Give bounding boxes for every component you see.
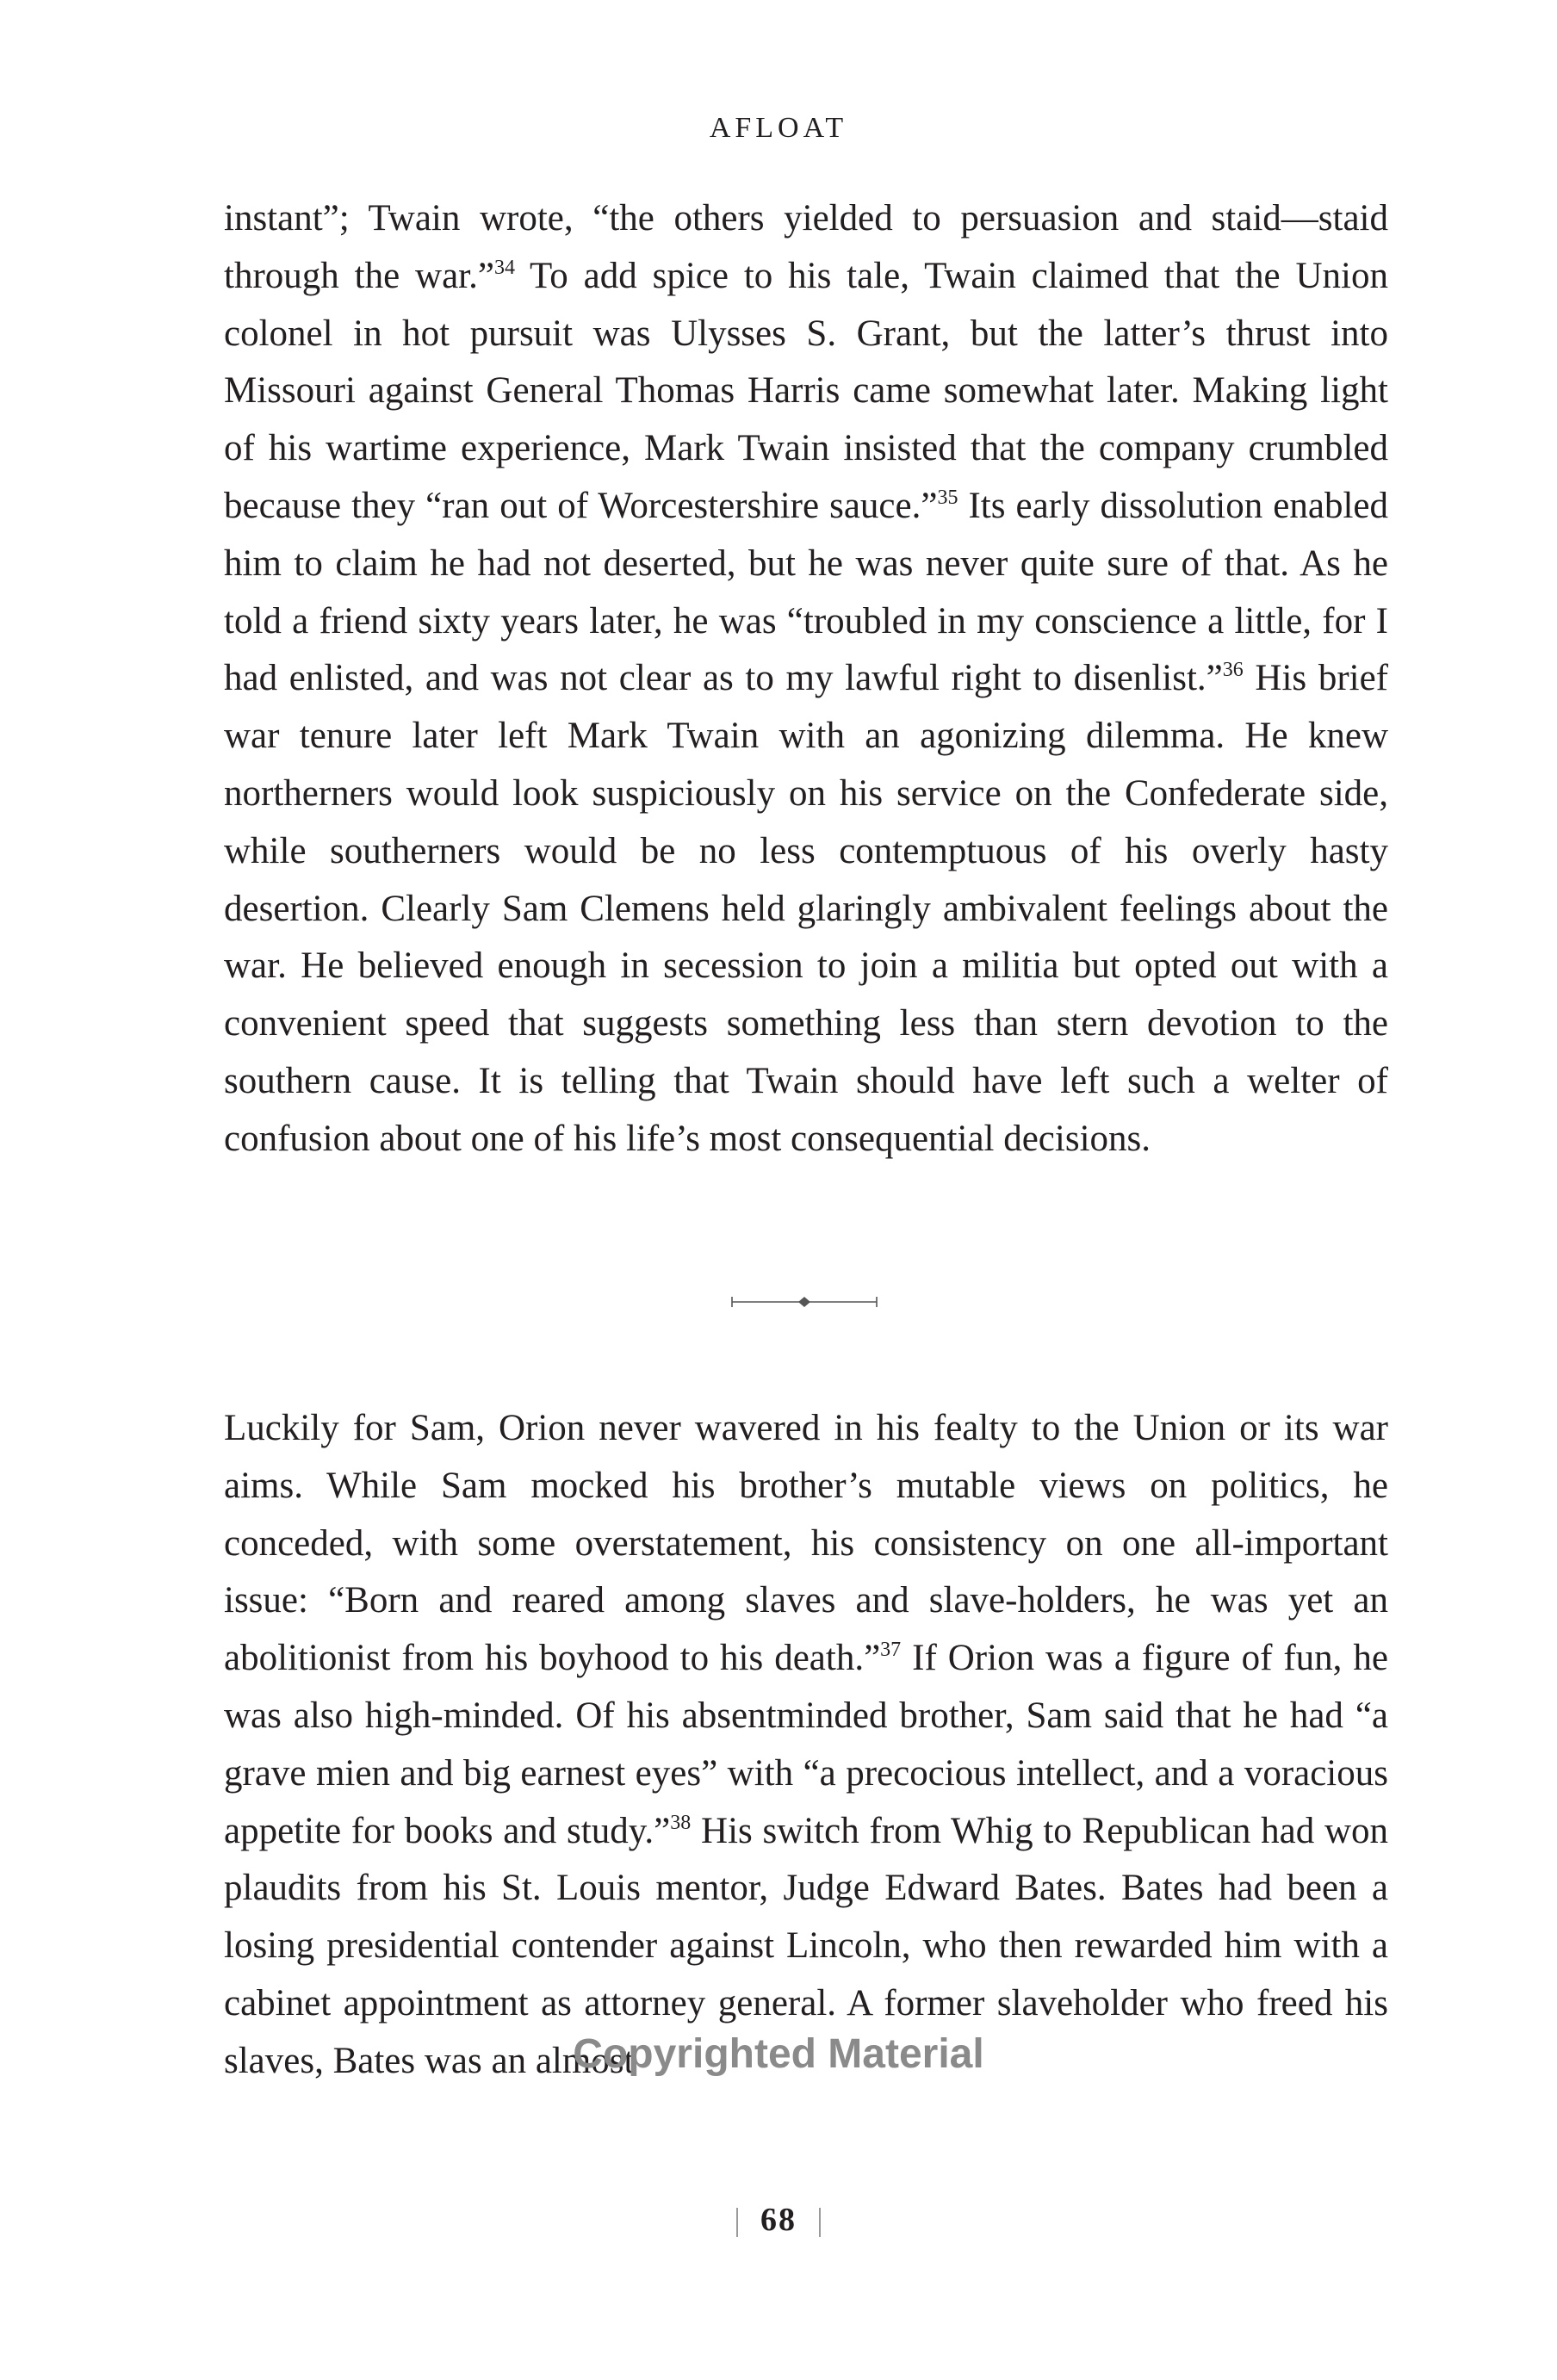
footnote-ref: 37 (880, 1639, 902, 1662)
paragraph (224, 190, 1388, 1168)
paragraph (224, 1400, 1388, 2091)
footnote-ref: 35 (937, 486, 958, 509)
paragraph-text: To add spice to his tale, Twain claimed that the Union colonel in hot pursuit was Ulysses S. Grant, but the latter’s thrust into Missouri against General Thomas Harris came somewhat later. Making light of his wartime experience, Mark Twain insisted that the company crumbled because they “ran out of Worcestershire sauce.” (224, 255, 1388, 526)
footnote-ref: 34 (493, 256, 515, 279)
paragraph-text: His brief war tenure later left Mark Twain with an agonizing dilemma. He knew northerners would look suspiciously on his service on the Confederate side, while southerners would be no less contemptuous of his overly hasty desertion. Clearly Sam Clemens held glaringly ambivalent feelings about the war. He believed enough in secession to join a militia but opted out with a convenient speed that suggests something less than stern devotion to the southern cause. It is telling that Twain should have left such a welter of confusion about one of his life’s most consequential decisions. (224, 658, 1388, 1159)
paragraph-text: If Orion was a figure of fun, he was also high-minded. Of his absentminded brother, Sam said that he had “a grave mien and big earnest eyes” with “a precocious intellect, and a voracious appetite for books and study.” (224, 1638, 1388, 1851)
page-number-footer (0, 2201, 1557, 2239)
section-break-ornament (730, 1292, 878, 1312)
paragraph-text: Its early dissolution enabled him to claim he had not deserted, but he was never quite sure of that. As he told a friend sixty years later, he was “troubled in my conscience a little, for I had enlisted, and was not clear as to my lawful right to disenlist.” (224, 485, 1388, 699)
paragraph-text: His switch from Whig to Republican had won plaudits from his St. Louis mentor, Judge Edward Bates. Bates had been a losing presidential contender against Lincoln, who then rewarded him with a cabinet appointment as attorney general. A former slaveholder who freed his slaves, Bates was an almost (224, 1810, 1388, 2081)
paragraph-text: Luckily for Sam, Orion never wavered in his fealty to the Union or its war aims. While Sam mocked his brother’s mutable views on politics, he conceded, with some overstatement, his consistency on one all-important issue: “Born and reared among slaves and slave-holders, he was yet an abolitionist from his boyhood to his death.” (224, 1408, 1388, 1679)
folio-divider-right (819, 2208, 821, 2237)
footnote-ref: 38 (670, 1811, 692, 1834)
running-head: AFLOAT (709, 112, 848, 144)
text-block-upper (224, 190, 1388, 1168)
folio-divider-left (736, 2208, 738, 2237)
footnote-ref: 36 (1222, 659, 1244, 682)
copyright-watermark: Copyrighted Material (573, 2031, 984, 2077)
page-number: 68 (760, 2202, 797, 2238)
paragraph-text: instant”; Twain wrote, “the others yielded to persuasion and staid—staid through the war.” (224, 198, 1388, 296)
text-block-lower (224, 1400, 1388, 2091)
